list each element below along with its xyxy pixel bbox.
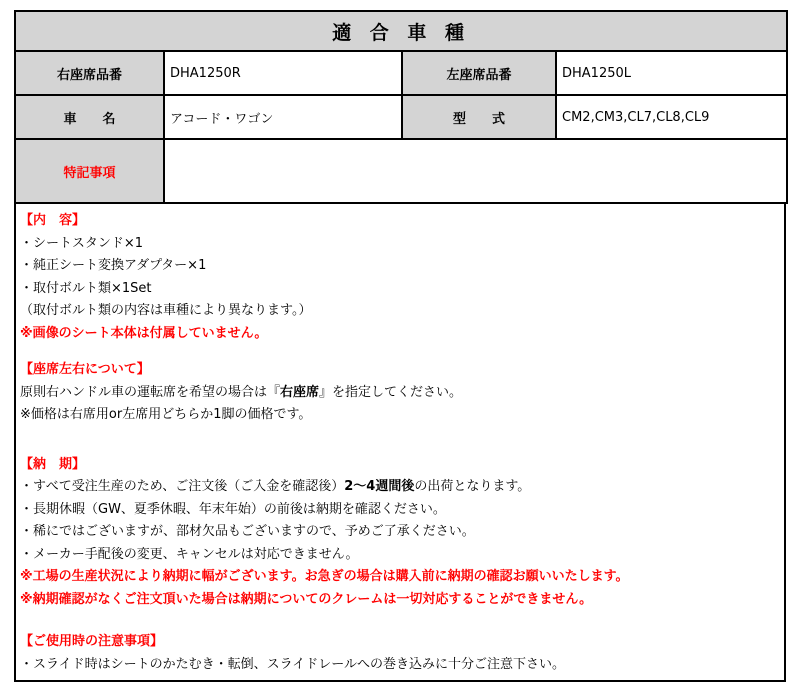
page-title: 適 合 車 種 bbox=[15, 11, 787, 51]
left-seat-part-value: DHA1250L bbox=[556, 51, 787, 95]
special-notes-label: 特記事項 bbox=[15, 139, 164, 203]
delivery-leadtime bbox=[20, 476, 778, 499]
seat-side-pre: 原則右ハンドル車の運転席を希望の場合は『 bbox=[20, 384, 281, 400]
section-contents bbox=[20, 210, 778, 345]
car-name-value: アコード・ワゴン bbox=[164, 95, 402, 139]
seat-side-instruction bbox=[20, 382, 778, 405]
seat-side-post: 』を指定してください。 bbox=[319, 384, 463, 400]
section-usage-notes bbox=[20, 631, 778, 676]
contents-item: ・取付ボルト類×1Set bbox=[20, 280, 152, 296]
delivery-leadtime-pre: ・すべて受注生産のため、ご注文後（ご入金を確認後） bbox=[20, 479, 345, 494]
title-row bbox=[15, 11, 787, 51]
usage-notes-item: ・スライド時はシートのかたむき・転倒、スライドレールへの巻き込みに十分ご注意下さい。 bbox=[20, 656, 565, 672]
contents-item: ・純正シート変換アダプター×1 bbox=[20, 258, 207, 273]
right-seat-part-value: DHA1250R bbox=[164, 51, 402, 95]
contents-warning: ※画像のシート本体は付属していません。 bbox=[20, 325, 268, 341]
car-name-label: 車 名 bbox=[15, 95, 164, 139]
delivery-shortage-note: ・稀にではございますが、部材欠品もございますので、予めご了承ください。 bbox=[20, 524, 475, 539]
delivery-holiday-note: ・長期休暇（GW、夏季休暇、年末年始）の前後は納期を確認ください。 bbox=[20, 501, 446, 517]
model-code-label: 型 式 bbox=[402, 95, 556, 139]
delivery-leadtime-bold: 2～4週間後 bbox=[344, 479, 415, 494]
section-seat-side bbox=[20, 359, 778, 427]
section-delivery bbox=[20, 454, 778, 612]
delivery-title: 【納 期】 bbox=[20, 456, 86, 472]
seat-side-title: 【座席左右について】 bbox=[20, 362, 150, 377]
special-notes-value bbox=[164, 139, 787, 203]
left-seat-part-label: 左座席品番 bbox=[402, 51, 556, 95]
seat-side-bold: 右座席 bbox=[280, 384, 320, 400]
delivery-warning-2: ※納期確認がなくご注文頂いた場合は納期についてのクレームは一切対応することができません。 bbox=[20, 591, 593, 607]
description-area bbox=[14, 204, 786, 682]
seat-side-price-note: ※価格は右席用or左席用どちらか1脚の価格です。 bbox=[20, 407, 312, 422]
contents-title: 【内 容】 bbox=[20, 213, 86, 228]
contents-item: ・シートスタンド×1 bbox=[20, 235, 144, 251]
delivery-leadtime-post: の出荷となります。 bbox=[414, 479, 531, 494]
model-code-value: CM2,CM3,CL7,CL8,CL9 bbox=[556, 95, 787, 139]
usage-notes-title: 【ご使用時の注意事項】 bbox=[20, 634, 164, 649]
special-notes-row bbox=[15, 139, 787, 203]
vehicle-spec-table bbox=[14, 10, 788, 204]
part-number-row bbox=[15, 51, 787, 95]
right-seat-part-label: 右座席品番 bbox=[15, 51, 164, 95]
delivery-cancel-note: ・メーカー手配後の変更、キャンセルは対応できません。 bbox=[20, 546, 359, 562]
contents-item: （取付ボルト類の内容は車種により異なります。） bbox=[20, 303, 312, 318]
delivery-warning-1: ※工場の生産状況により納期に幅がございます。お急ぎの場合は購入前に納期の確認お願いいたします。 bbox=[20, 569, 629, 584]
car-name-row bbox=[15, 95, 787, 139]
spec-sheet bbox=[14, 10, 786, 682]
